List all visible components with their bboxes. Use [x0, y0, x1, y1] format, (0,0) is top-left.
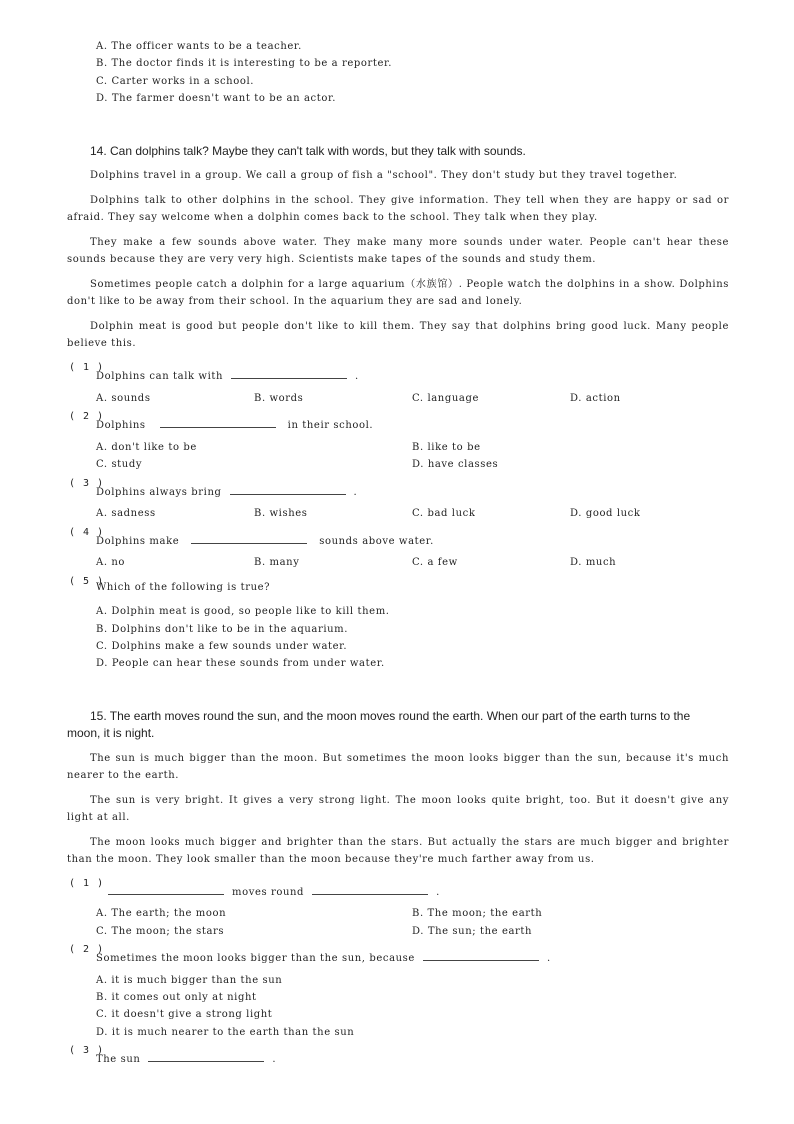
- sub-question-number: ( 1 ): [69, 362, 105, 373]
- answer-blank[interactable]: [231, 368, 347, 379]
- option-b: B. Dolphins don't like to be in the aquarium.: [96, 624, 349, 635]
- sub-question-number: ( 2 ): [69, 944, 105, 955]
- option-c: C. it doesn't give a strong light: [96, 1009, 273, 1020]
- question-15-heading-continued: moon, it is night.: [67, 726, 155, 740]
- passage-paragraph: The sun is very bright. It gives a very strong light. The moon looks quite bright, too. But it doesn't give any light at all.: [67, 795, 729, 823]
- passage-paragraph: The sun is much bigger than the moon. But sometimes the moon looks bigger than the sun, because it's much nearer to the earth.: [67, 753, 729, 781]
- option-d: D. have classes: [412, 459, 499, 470]
- option-d: D. action: [570, 393, 621, 404]
- option-a: A. no: [96, 557, 126, 568]
- passage-paragraph: Sometimes people catch a dolphin for a large aquarium（水族馆）. People watch the dolphins in a show. Dolphins don't like to be away from their school. In the aquarium they are sad and lonely.: [67, 279, 729, 307]
- option-b: B. it comes out only at night: [96, 992, 257, 1003]
- sub-question-stem: [96, 368, 359, 382]
- answer-blank[interactable]: [148, 1051, 264, 1062]
- question-15-heading: 15. The earth moves round the sun, and the moon moves round the earth. When our part of the earth turns to the: [90, 709, 691, 723]
- option-d: D. People can hear these sounds from under water.: [96, 658, 385, 669]
- sub-question-number: ( 3 ): [69, 1045, 105, 1056]
- stem-text: .: [355, 371, 359, 382]
- sub-question-stem: [96, 484, 357, 498]
- option-b: B. words: [254, 393, 304, 404]
- passage-paragraph: They make a few sounds above water. They make many more sounds under water. People can't hear these sounds because they are very very high. Scientists make tapes of the sounds and study them.: [67, 237, 729, 265]
- sub-question-number: ( 3 ): [69, 478, 105, 489]
- option-b: B. wishes: [254, 508, 308, 519]
- question-14-heading: 14. Can dolphins talk? Maybe they can't talk with words, but they talk with sounds.: [90, 144, 526, 158]
- option-d: D. much: [570, 557, 617, 568]
- stem-text: Dolphins: [96, 420, 146, 431]
- answer-blank[interactable]: [312, 884, 428, 895]
- answer-blank[interactable]: [160, 417, 276, 428]
- option-c: C. The moon; the stars: [96, 926, 225, 937]
- stem-text: .: [546, 953, 551, 964]
- option-a: A. it is much bigger than the sun: [96, 975, 283, 986]
- option-a: A. The officer wants to be a teacher.: [96, 41, 302, 52]
- sub-question-number: ( 2 ): [69, 411, 105, 422]
- option-c: C. bad luck: [412, 508, 476, 519]
- sub-question-stem: [96, 1051, 276, 1065]
- answer-blank[interactable]: [108, 884, 224, 895]
- stem-text: moves round: [232, 887, 305, 898]
- stem-text: Dolphins always bring: [96, 487, 222, 498]
- passage-paragraph: The moon looks much bigger and brighter than the stars. But actually the stars are much bigger and brighter than the moon. They look smaller than the moon because they're much farther away from us.: [67, 837, 729, 865]
- option-d: D. The farmer doesn't want to be an actor.: [96, 93, 337, 104]
- stem-text: Sometimes the moon looks bigger than the sun, because: [96, 953, 415, 964]
- option-b: B. The doctor finds it is interesting to be a reporter.: [96, 58, 393, 69]
- answer-blank[interactable]: [423, 950, 539, 961]
- option-b: B. like to be: [412, 442, 481, 453]
- stem-text: Dolphins can talk with: [96, 371, 224, 382]
- sub-question-stem: [96, 950, 551, 964]
- sub-question-stem: Which of the following is true?: [96, 582, 271, 593]
- option-c: C. language: [412, 393, 479, 404]
- stem-text: .: [353, 487, 358, 498]
- passage-paragraph: Dolphins travel in a group. We call a group of fish a "school". They don't study but they travel together.: [90, 170, 678, 181]
- answer-blank[interactable]: [230, 484, 346, 495]
- option-c: C. study: [96, 459, 143, 470]
- option-a: A. sounds: [96, 393, 151, 404]
- passage-paragraph: Dolphins talk to other dolphins in the school. They give information. They tell when they are happy or sad or afraid. They say welcome when a dolphin comes back to the school. They talk when they play.: [67, 195, 729, 223]
- option-c: C. Carter works in a school.: [96, 76, 255, 87]
- sub-question-number: ( 5 ): [69, 576, 105, 587]
- answer-blank[interactable]: [191, 533, 307, 544]
- passage-paragraph: Dolphin meat is good but people don't like to kill them. They say that dolphins bring good luck. Many people believe this.: [67, 321, 729, 349]
- option-d: D. The sun; the earth: [412, 926, 533, 937]
- sub-question-stem: [96, 417, 373, 431]
- sub-question-number: ( 1 ): [69, 878, 105, 889]
- option-c: C. a few: [412, 557, 458, 568]
- option-a: A. Dolphin meat is good, so people like to kill them.: [96, 606, 390, 617]
- stem-text: .: [272, 1054, 277, 1065]
- stem-text: Dolphins make: [96, 536, 180, 547]
- option-b: B. The moon; the earth: [412, 908, 543, 919]
- stem-text: sounds above water.: [319, 536, 434, 547]
- stem-text: in their school.: [287, 420, 374, 431]
- option-a: A. don't like to be: [96, 442, 197, 453]
- stem-text: The sun: [96, 1054, 141, 1065]
- option-c: C. Dolphins make a few sounds under water.: [96, 641, 348, 652]
- option-a: A. sadness: [96, 508, 156, 519]
- option-d: D. good luck: [570, 508, 641, 519]
- option-d: D. it is much nearer to the earth than the sun: [96, 1027, 355, 1038]
- sub-question-stem: [96, 533, 434, 547]
- option-b: B. many: [254, 557, 300, 568]
- stem-text: .: [436, 887, 440, 898]
- sub-question-number: ( 4 ): [69, 527, 105, 538]
- sub-question-stem: [100, 884, 440, 898]
- option-a: A. The earth; the moon: [96, 908, 227, 919]
